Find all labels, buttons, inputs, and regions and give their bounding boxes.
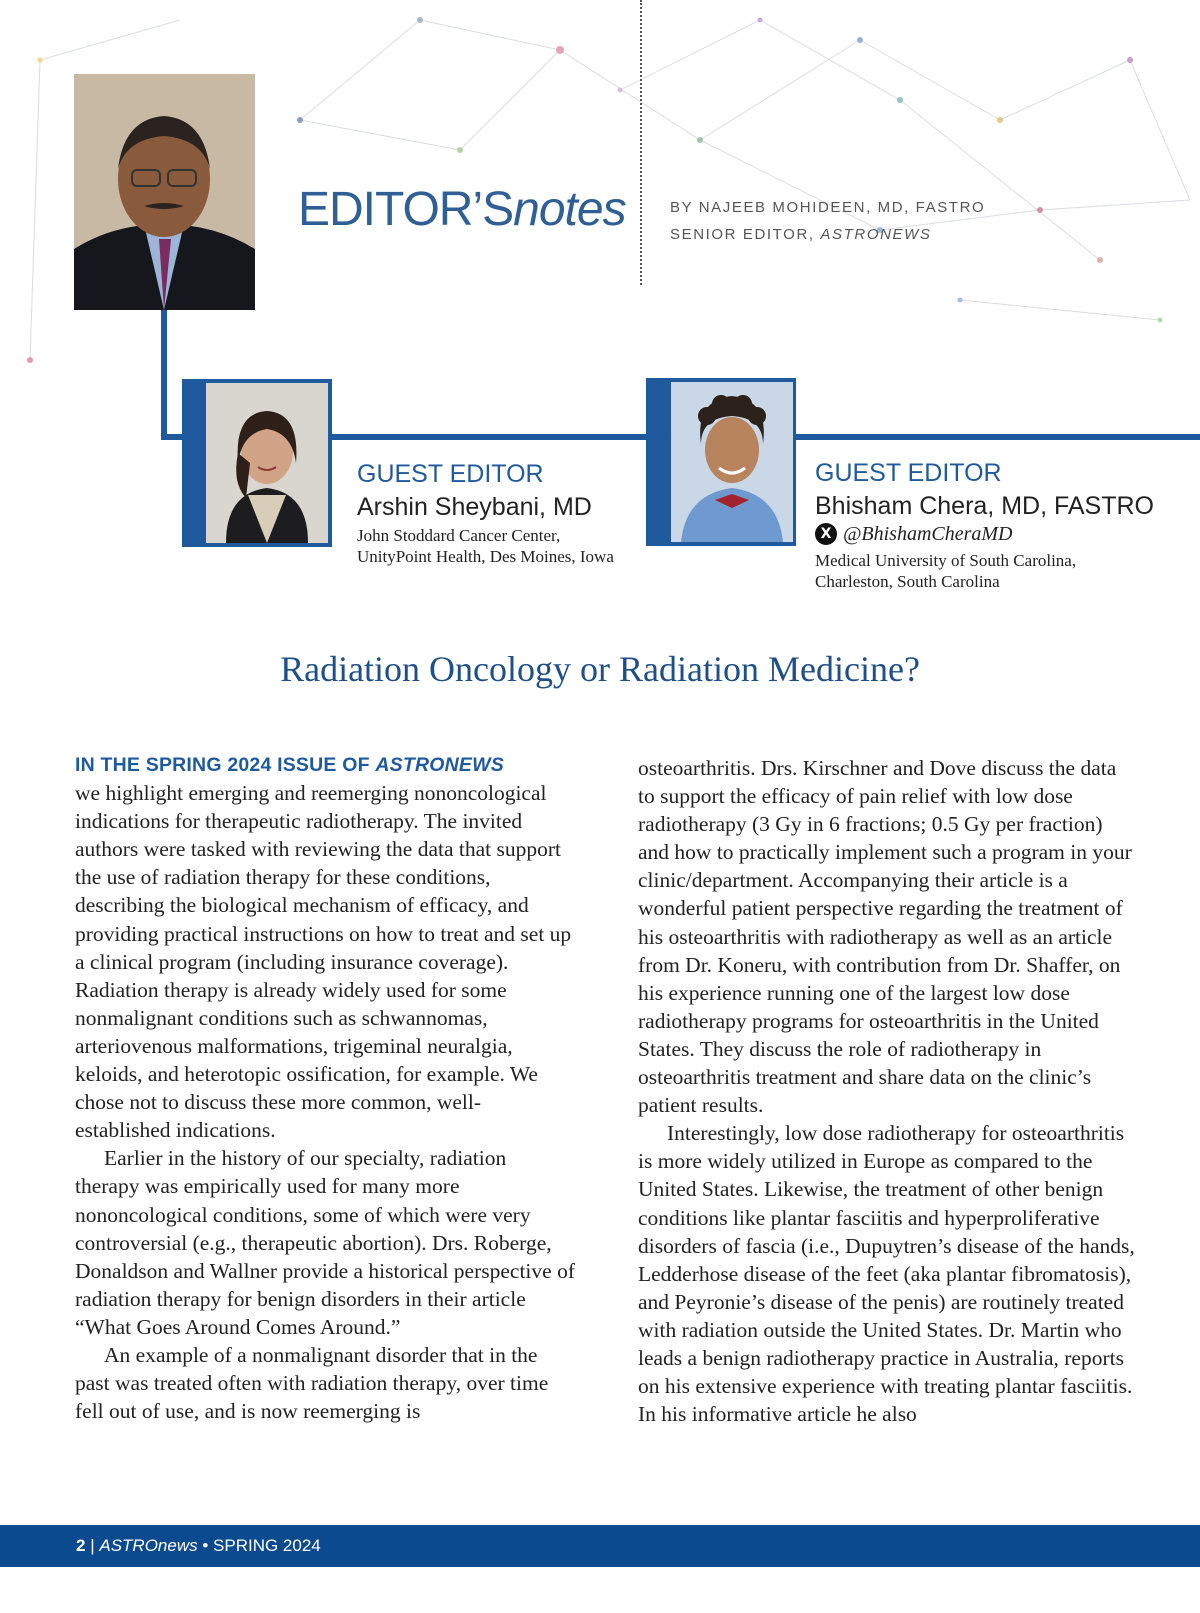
guest-editor-1-photo [206,383,328,543]
page-footer [0,1525,1200,1567]
article-right-column [638,754,1138,1428]
article-paragraph: Earlier in the history of our specialty, radiation therapy was empirically used for many more nononcological conditions, some of which were very controversial (e.g., therapeutic abortion). Drs. Roberge, Donaldson and Wallner provide a historical perspective of radiation therapy for benign disorders in their article “What Goes Around Comes Around.” [75,1146,575,1339]
section-title: EDITOR’Snotes [298,183,626,236]
article-paragraph: osteoarthritis. Drs. Kirschner and Dove discuss the data to support the efficacy of pain relief with low dose radiotherapy (3 Gy in 6 fractions; 0.5 Gy per fraction) and how to practically implement such a program in your clinic/department. Accompanying their article is a wonderful patient perspective regarding the treatment of his osteoarthritis with radiotherapy as well as an article from Dr. Koneru, with contribution from Dr. Shaffer, on his experience running one of the largest low dose radiotherapy programs for osteoarthritis in the United States. They discuss the role of radiotherapy in osteoarthritis treatment and share data on the clinic’s patient results. [638,756,1132,1118]
byline-role: SENIOR EDITOR, ASTRONEWS [670,226,932,243]
page-number: 2 [76,1536,86,1555]
guest-editor-2-photo [671,382,793,542]
footer-bullet: • [202,1536,209,1555]
footer-publication: ASTROnews [99,1536,198,1555]
byline-author: BY NAJEEB MOHIDEEN, MD, FASTRO [670,199,986,216]
article-lead-in: IN THE SPRING 2024 ISSUE OF ASTRONEWS [75,754,504,776]
guest-editor-2-affiliation: Medical University of South Carolina, Charleston, South Carolina [815,551,1077,591]
connector-vertical [161,310,167,440]
article-paragraph: An example of a nonmalignant disorder that in the past was treated often with radiation therapy, over time fell out of use, and is now reemerging is [75,1342,549,1424]
footer-issue: SPRING 2024 [213,1536,321,1555]
guest-editor-2-label: GUEST EDITOR [815,459,1002,487]
guest-editor-2-social-handle[interactable]: X @BhishamCheraMD [815,523,1013,546]
article-title: Radiation Oncology or Radiation Medicine? [280,649,920,689]
article-left-column [75,751,575,1425]
guest-editor-1-affiliation: John Stoddard Cancer Center, UnityPoint Health, Des Moines, Iowa [357,526,614,566]
article-paragraph: we highlight emerging and reemerging nononcological indications for therapeutic radiotherapy. The invited authors were tasked with reviewing the data that support the use of radiation therapy for these conditions, describing the biological mechanism of efficacy, and providing practical instructions on how to treat and set up a clinical program (including insurance coverage). Radiation therapy is already widely used for some nonmalignant conditions such as schwannomas, arteriovenous malformations, trigeminal neuralgia, keloids, and heterotopic ossification, for example. We chose not to discuss these more common, well-established indications. [75,781,572,1143]
article-paragraph: Interestingly, low dose radiotherapy for osteoarthritis is more widely utilized in Europe as compared to the United States. Likewise, the treatment of other benign conditions like plantar fasciitis and hyperproliferative disorders of fascia (i.e., Dupuytren’s disease of the hands, Ledderhose disease of the feet (aka plantar fibromatosis), and Peyronie’s disease of the penis) are routinely treated with radiation outside the United States. Dr. Martin who leads a benign radiotherapy practice in Australia, reports on his extensive experience with treating plantar fasciitis. In his informative article he also [638,1121,1135,1427]
footer-separator: | [90,1536,95,1555]
guest-editor-1-name: Arshin Sheybani, MD [357,493,592,521]
guest-editor-1-label: GUEST EDITOR [357,460,544,488]
header-divider [640,0,642,285]
byline [670,194,985,248]
senior-editor-photo [74,74,255,310]
guest-editor-2-name: Bhisham Chera, MD, FASTRO [815,492,1154,520]
x-logo-icon: X [815,523,837,545]
